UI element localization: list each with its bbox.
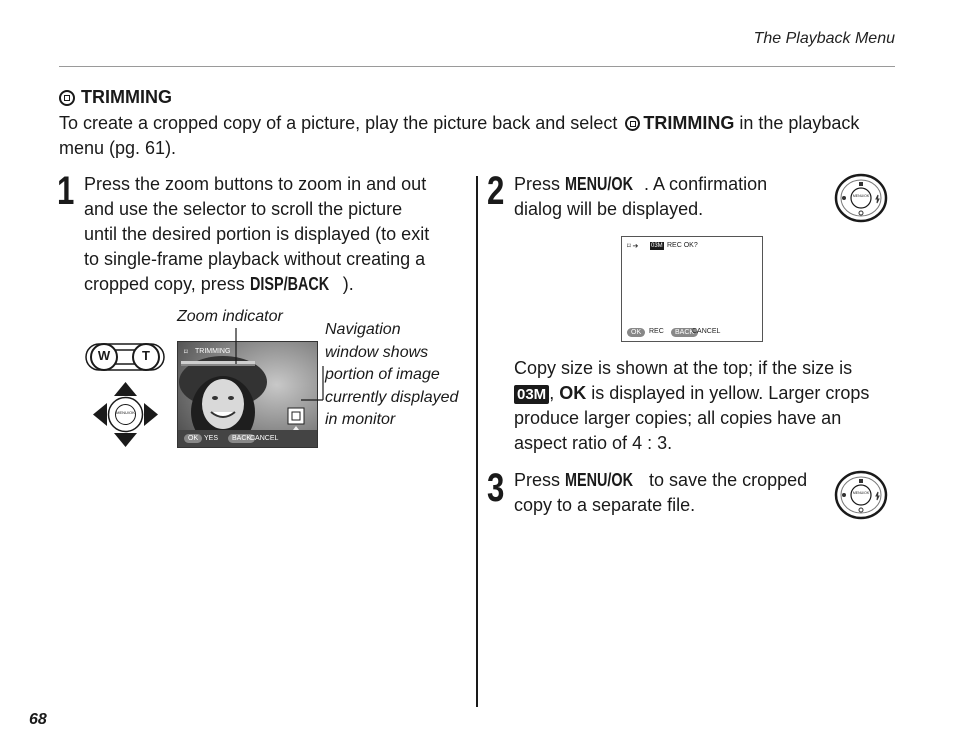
selector-pad	[92, 381, 159, 448]
step3-before: Press	[514, 470, 561, 490]
step1-line: Press the zoom buttons to zoom in and out	[84, 174, 427, 194]
trimming-icon	[625, 116, 640, 131]
step3-text	[514, 468, 814, 518]
step1-last-before: cropped copy, press	[84, 274, 245, 294]
caption-line: in monitor	[325, 411, 396, 428]
step3-after: to save the cropped	[649, 470, 808, 490]
back-button-badge: BACK	[228, 434, 255, 443]
section-intro	[59, 111, 904, 161]
step2-before: Press	[514, 174, 561, 194]
step1-text	[84, 172, 469, 297]
step2-line2: dialog will be displayed.	[514, 199, 704, 219]
note-line1: Copy size is shown at the top; if the size is	[514, 358, 853, 378]
note-line2: 03M , OK is displayed in yellow. Larger crops	[514, 381, 894, 406]
caption-line: portion of image	[325, 366, 440, 383]
step-number-2: 2	[487, 169, 505, 213]
zoom-t-label: T	[142, 348, 150, 363]
column-divider	[476, 176, 478, 707]
zoom-w-label: W	[97, 348, 111, 363]
control-dial	[834, 470, 888, 520]
ok-button-badge: OK	[184, 434, 202, 443]
dial-center-label: MENU/OK	[852, 491, 870, 495]
step2-after: . A confirmation	[644, 174, 768, 194]
caption-line: Navigation	[325, 321, 401, 338]
header-rule	[59, 66, 895, 67]
note-line2-after: is displayed in yellow. Larger crops	[591, 383, 870, 403]
rec-label: REC	[649, 328, 664, 335]
step-number-1: 1	[57, 169, 75, 213]
section-title-text: TRIMMING	[81, 87, 172, 107]
control-dial	[834, 173, 888, 223]
step1-line: and use the selector to scroll the picture	[84, 199, 403, 219]
selector-center-label: MENU/OK	[116, 410, 135, 415]
intro-after: in the playback menu (pg. 61).	[59, 113, 860, 158]
trim-mini-icon: ⌑ ➔	[627, 243, 639, 250]
size-03m-badge: 03M	[514, 385, 549, 404]
step1-line: to single-frame playback without creating a	[84, 249, 426, 269]
section-title	[59, 87, 172, 108]
back-button-badge: BACK	[671, 328, 698, 337]
confirm-screen	[621, 236, 763, 342]
step3-line2: copy to a separate file.	[514, 495, 696, 515]
note-line4: aspect ratio of 4 : 3.	[514, 433, 673, 453]
rec-ok-prompt: REC OK?	[667, 242, 698, 249]
intro-before: To create a cropped copy of a picture, play the picture back and select	[59, 113, 618, 133]
dial-center-label: MENU/OK	[852, 194, 870, 198]
running-header: The Playback Menu	[753, 30, 895, 47]
trim-mini-icon: ⌑	[184, 349, 188, 356]
trimming-icon	[59, 90, 75, 106]
cancel-label: CANCEL	[692, 328, 721, 335]
zoom-buttons	[85, 341, 165, 373]
ok-button-badge: OK	[627, 328, 645, 337]
step2-note	[514, 356, 894, 456]
disp-back-label: DISP/BACK	[249, 274, 329, 294]
page-number: 68	[29, 711, 47, 728]
note-line3: produce larger copies; all copies have an	[514, 408, 842, 428]
step1-line	[84, 272, 469, 297]
zoom-indicator-caption: Zoom indicator	[177, 308, 283, 325]
step3-line1	[514, 468, 814, 493]
control-dial-graphic	[834, 173, 888, 223]
yes-label: YES	[204, 435, 219, 442]
step2-line1	[514, 172, 794, 197]
step-number-3: 3	[487, 466, 505, 510]
control-dial-graphic	[834, 470, 888, 520]
step1-last-after: ).	[342, 274, 354, 294]
caption-line: window shows	[325, 343, 429, 361]
cancel-label: CANCEL	[250, 435, 279, 442]
caption-line: currently displayed	[325, 388, 459, 406]
size-badge: 03M	[651, 243, 663, 249]
step2-text	[514, 172, 794, 222]
intro-bold: TRIMMING	[643, 113, 735, 133]
menu-ok-label: MENU/OK	[565, 174, 634, 194]
callout-lines	[230, 326, 330, 406]
ok-bold: OK	[559, 383, 587, 403]
menu-ok-label: MENU/OK	[565, 470, 634, 490]
screen-trimming-label: TRIMMING	[195, 348, 231, 355]
navigation-caption	[325, 319, 458, 432]
step1-line: until the desired portion is displayed (to exit	[84, 224, 430, 244]
